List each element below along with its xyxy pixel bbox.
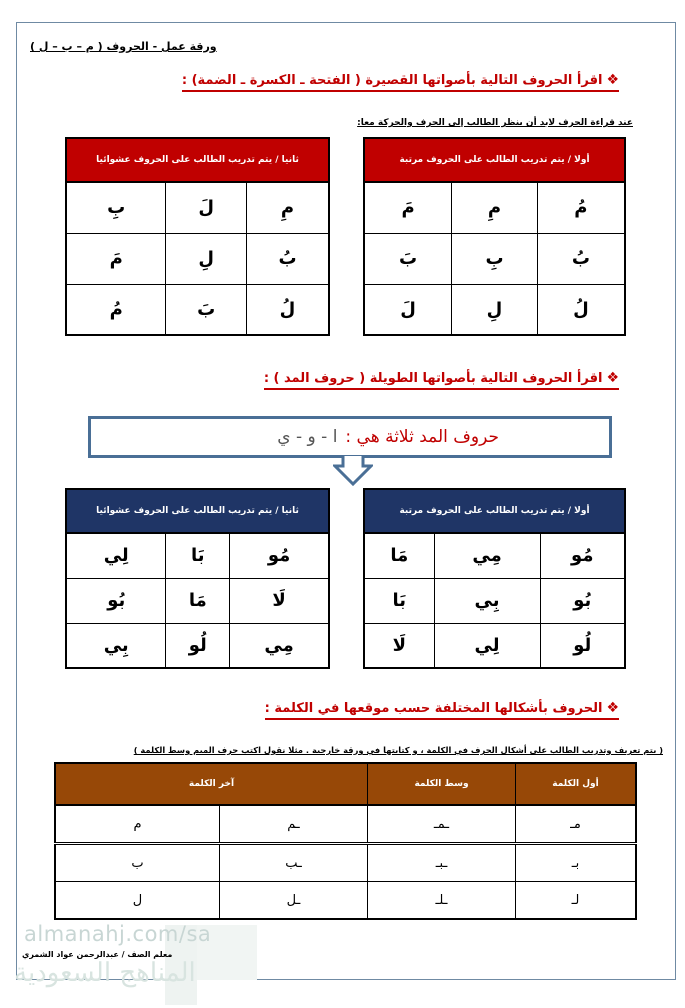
section2-ordered-table (363, 488, 626, 669)
diamond-bullet-icon: ❖ (606, 370, 619, 386)
cell: ـمـ (368, 805, 516, 844)
document-title: ورقة عمل - الحروف ( م – ب – ل ) (30, 40, 217, 53)
cell: ل (55, 882, 220, 920)
section2-random-table (65, 488, 330, 669)
diamond-bullet-icon: ❖ (606, 700, 619, 716)
header-end: آخر الكلمة (55, 763, 368, 805)
table-header: ثانيا / يتم تدريب الطالب على الحروف عشوائيا (66, 489, 329, 533)
cell: بَا (166, 533, 230, 578)
cell: بِ (452, 233, 538, 284)
cell: بُو (540, 578, 625, 623)
table-header: أولا / يتم تدريب الطالب على الحروف مرتبة (364, 138, 625, 182)
cell: بُ (246, 233, 329, 284)
section1-ordered-table (363, 137, 626, 336)
cell: لُو (166, 623, 230, 668)
section2-heading-text: اقرأ الحروف التالية بأصواتها الطويلة ( حروف المد ) : (263, 371, 603, 386)
cell: مِي (230, 623, 329, 668)
section1-heading (182, 72, 619, 92)
cell: مِي (434, 533, 540, 578)
cell: لِ (452, 284, 538, 335)
cell: ـم (220, 805, 368, 844)
cell: بُو (66, 578, 166, 623)
cell: ـلـ (368, 882, 516, 920)
section3-heading (265, 700, 619, 720)
teacher-signature: معلم الصف / عبدالرحمن عواد الشمري (22, 950, 173, 959)
cell: لُ (537, 284, 625, 335)
watermark-url: almanahj.com/sa (24, 922, 212, 946)
letter-forms-table (54, 762, 637, 920)
cell: لِي (434, 623, 540, 668)
cell: مُ (537, 182, 625, 233)
cell: مِ (246, 182, 329, 233)
cell: بُ (537, 233, 625, 284)
table-header: أولا / يتم تدريب الطالب على الحروف مرتبة (364, 489, 625, 533)
cell: لُو (540, 623, 625, 668)
cell: ب (55, 844, 220, 882)
cell: مَا (364, 533, 434, 578)
cell: ـل (220, 882, 368, 920)
section1-heading-text: اقرأ الحروف التالية بأصواتها القصيرة ( الفتحة ـ الكسرة ـ الضمة) : (181, 73, 603, 88)
cell: لـ (516, 882, 637, 920)
cell: لُ (246, 284, 329, 335)
cell: بِي (66, 623, 166, 668)
cell: مَا (166, 578, 230, 623)
cell: بـ (516, 844, 637, 882)
cell: لَ (166, 182, 247, 233)
watermark-arabic: المناهج السعودية (14, 958, 196, 988)
cell: مِ (452, 182, 538, 233)
cell: مـ (516, 805, 637, 844)
header-middle: وسط الكلمة (368, 763, 516, 805)
cell: ـبـ (368, 844, 516, 882)
cell: بَ (166, 284, 247, 335)
diamond-bullet-icon: ❖ (606, 72, 619, 88)
cell: لَ (364, 284, 452, 335)
cell: بِي (434, 578, 540, 623)
down-arrow-icon (333, 454, 373, 486)
cell: مَ (364, 182, 452, 233)
section2-heading (264, 370, 619, 390)
table-header: ثانيا / يتم تدريب الطالب على الحروف عشوائيا (66, 138, 329, 182)
cell: لِ (166, 233, 247, 284)
cell: لَا (364, 623, 434, 668)
cell: م (55, 805, 220, 844)
section3-heading-text: الحروف بأشكالها المختلفة حسب موقعها في الكلمة : (264, 701, 603, 716)
cell: مُ (66, 284, 166, 335)
callout-values: ا - و - ي (277, 427, 338, 447)
section1-random-table (65, 137, 330, 336)
cell: مُو (230, 533, 329, 578)
cell: بَ (364, 233, 452, 284)
cell: بَا (364, 578, 434, 623)
cell: مُو (540, 533, 625, 578)
cell: لَا (230, 578, 329, 623)
header-start: أول الكلمة (516, 763, 637, 805)
cell: بِ (66, 182, 166, 233)
section1-note: عند قراءة الحرف لابد أن ينظر الطالب إلى الحرف والحركة معا: (357, 118, 633, 128)
madd-letters-callout (88, 416, 612, 458)
cell: مَ (66, 233, 166, 284)
cell: ـب (220, 844, 368, 882)
section3-note: ( يتم تعريف وتدريب الطالب على أشكال الحرف في الكلمة ، و كتابتها في ورقة خارجية . مثلا نقول اكتب حرف الميم وسط الكلمة ) (133, 745, 663, 755)
callout-label: حروف المد ثلاثة هي : (345, 427, 499, 447)
cell: لِي (66, 533, 166, 578)
